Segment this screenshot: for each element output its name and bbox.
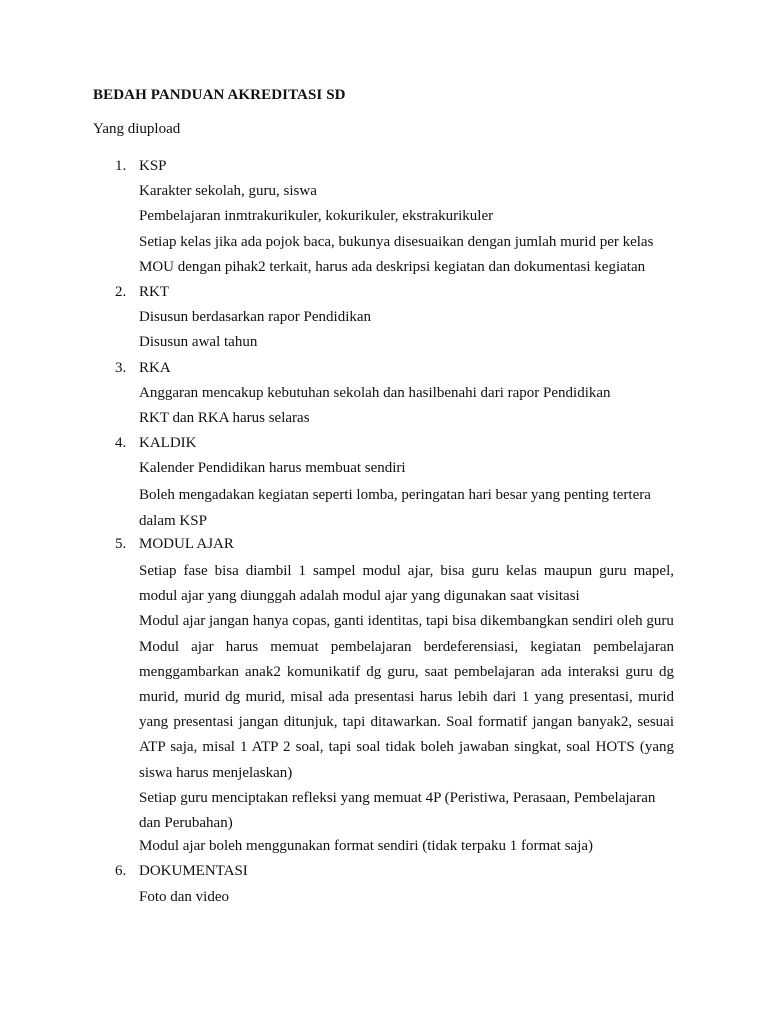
list-item [93,156,674,282]
section-line: Disusun berdasarkan rapor Pendidikan [139,309,372,326]
section-line: Anggaran mencakup kebutuhan sekolah dan hasilbenahi dari rapor Pendidikan [139,384,611,401]
section-line: MOU dengan pihak2 terkait, harus ada deskripsi kegiatan dan dokumentasi kegiatan [139,258,646,275]
section-line: Boleh mengadakan kegiatan seperti lomba, peringatan hari besar yang penting tertera dalam KSP [139,487,651,529]
section-heading [93,282,674,307]
section-heading [93,534,674,559]
section-line: RKT dan RKA harus selaras [139,409,310,426]
section-title: KALDIK [139,435,197,452]
section-title: MODUL AJAR [139,535,234,552]
section-title: RKT [139,283,169,300]
section-line: Kalender Pendidikan harus membuat sendiri [139,460,406,477]
section-heading [93,156,674,181]
section-title: KSP [139,158,167,174]
list-item [93,861,674,911]
section-number: 3. [115,359,127,376]
list-item [93,358,674,434]
section-line: Foto dan video [139,888,229,905]
section-line: Karakter sekolah, guru, siswa [139,183,317,200]
section-title: DOKUMENTASI [139,863,248,880]
section-heading [93,358,674,383]
list-item [93,282,674,358]
section-line: Modul ajar boleh menggunakan format sendiri (tidak terpaku 1 format saja) [139,838,594,855]
section-line: Disusun awal tahun [139,334,258,351]
section-paragraph: Setiap guru menciptakan refleksi yang memuat 4P (Peristiwa, Perasaan, Pembelajaran dan Perubahan) [139,789,656,832]
section-number: 1. [115,158,127,174]
section-title: RKA [139,359,171,376]
section-number: 4. [115,435,127,452]
section-heading [93,861,674,886]
document-title: BEDAH PANDUAN AKREDITASI SD [93,87,346,103]
section-heading [93,433,674,458]
list-item [93,433,674,534]
section-number: 6. [115,863,127,880]
document-subtitle: Yang diupload [93,121,181,137]
section-line: Pembelajaran inmtrakurikuler, kokurikuler, ekstrakurikuler [139,208,494,225]
section-list [93,156,674,912]
section-number: 5. [115,535,127,552]
section-paragraph: Setiap fase bisa diambil 1 sampel modul ajar, bisa guru kelas maupun guru mapel, modul ajar yang diunggah adalah modul ajar yang digunakan saat visitasi [139,563,674,605]
section-paragraph: Modul ajar jangan hanya copas, ganti identitas, tapi bisa dikembangkan sendiri oleh guru [139,613,674,630]
section-paragraph: Modul ajar harus memuat pembelajaran berdeferensiasi, kegiatan pembelajaran menggambarkan anak2 komunikatif dg guru, saat pembelajaran ada interaksi guru dg murid, murid dg murid, misal ada presentasi harus lebih dari 1 yang presentasi, murid yang presentasi jangan ditunjuk, tapi ditawarkan. Soal formatif jangan banyak2, sesuai ATP saja, misal 1 ATP 2 soal, tapi soal tidak boleh jawaban singkat, soal HOTS (yang siswa harus menjelaskan) [139,638,674,781]
section-line: Setiap kelas jika ada pojok baca, bukunya disesuaikan dengan jumlah murid per kelas [139,233,654,250]
section-number: 2. [115,283,127,300]
list-item [93,534,674,862]
